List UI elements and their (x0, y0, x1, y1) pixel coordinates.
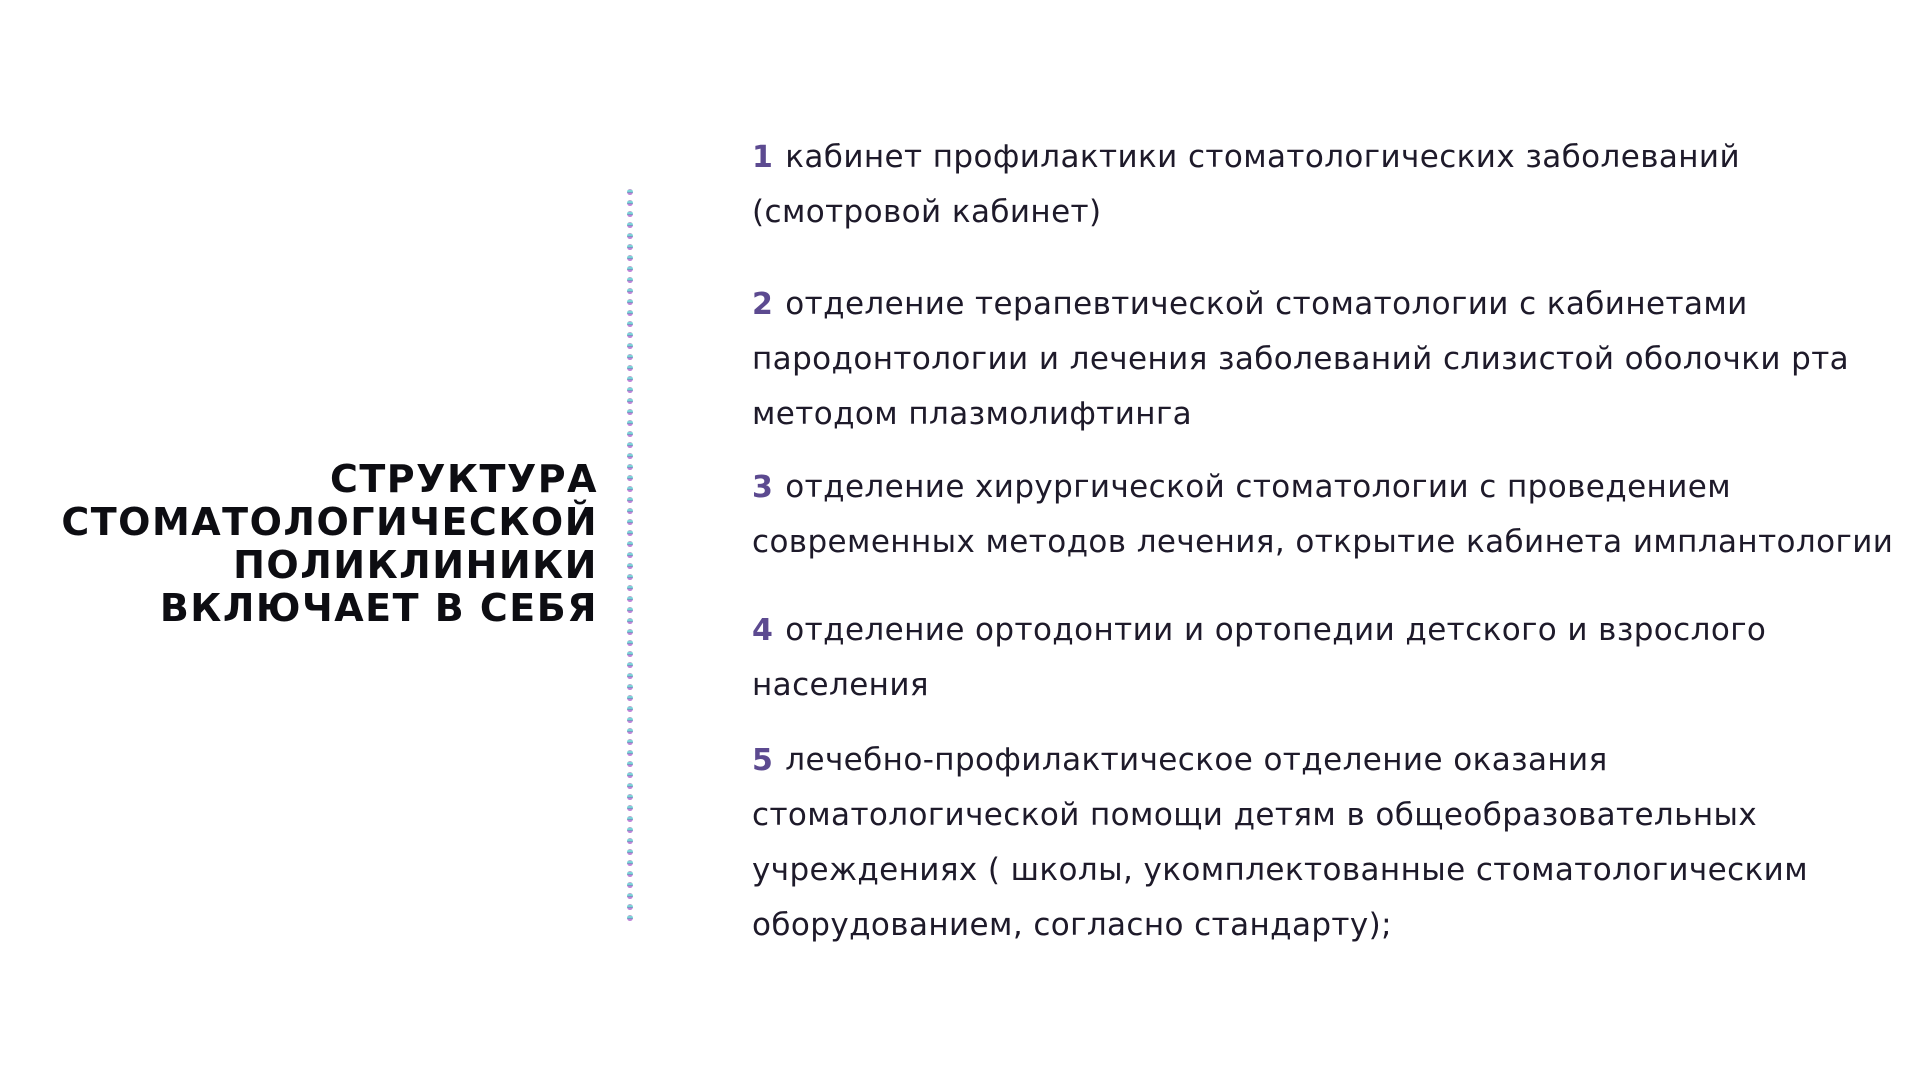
list-item-number: 5 (752, 743, 774, 778)
divider-dot (627, 871, 633, 877)
divider-dot (627, 442, 633, 448)
divider-dot (627, 662, 633, 668)
divider-dot (627, 915, 633, 921)
divider-dot (627, 750, 633, 756)
list-item-number: 4 (752, 613, 774, 648)
divider-dot (627, 255, 633, 261)
list-item-text: отделение хирургической стоматологии с проведением (785, 469, 1732, 505)
divider-dot (627, 222, 633, 228)
divider-dot (627, 739, 633, 745)
divider-dot (627, 200, 633, 206)
list-item-text: лечебно-профилактическое отделение оказания (785, 742, 1608, 778)
divider-dot (627, 387, 633, 393)
divider-dot (627, 343, 633, 349)
list-item-line (752, 130, 1882, 185)
divider-dot (627, 882, 633, 888)
divider-dot (627, 431, 633, 437)
divider-dot (627, 728, 633, 734)
divider-dot (627, 563, 633, 569)
divider-dot (627, 574, 633, 580)
divider-dot (627, 651, 633, 657)
divider-dot (627, 860, 633, 866)
list-item-text: стоматологической помощи детям в общеобразовательных (752, 797, 1758, 833)
divider-dot (627, 717, 633, 723)
page-title (38, 458, 598, 630)
divider-dot (627, 596, 633, 602)
list-item-line (752, 460, 1882, 515)
list-item (752, 733, 1882, 953)
list-item-text: кабинет профилактики стоматологических заболеваний (785, 139, 1741, 175)
divider-dot (627, 618, 633, 624)
list-item-text: (смотровой кабинет) (752, 194, 1102, 230)
divider-dot (627, 772, 633, 778)
divider-dot (627, 761, 633, 767)
divider-dot (627, 893, 633, 899)
title-line: ПОЛИКЛИНИКИ (233, 543, 598, 587)
divider-dot (627, 497, 633, 503)
divider-dot (627, 277, 633, 283)
divider-dot (627, 321, 633, 327)
divider-dot (627, 816, 633, 822)
divider-dot (627, 794, 633, 800)
list-item (752, 277, 1882, 442)
divider-dot (627, 838, 633, 844)
divider-dot (627, 695, 633, 701)
divider-dot (627, 486, 633, 492)
divider-dot (627, 310, 633, 316)
divider-dot (627, 332, 633, 338)
divider-dot (627, 904, 633, 910)
list-item-text: отделение ортодонтии и ортопедии детского и взрослого (785, 612, 1767, 648)
list-item-text: современных методов лечения, открытие кабинета имплантологии (752, 524, 1894, 560)
divider-dot (627, 530, 633, 536)
divider-dot (627, 189, 633, 195)
divider-dot (627, 552, 633, 558)
divider-dot (627, 706, 633, 712)
title-line: СТРУКТУРА (330, 457, 598, 501)
divider-dot (627, 475, 633, 481)
title-line: ВКЛЮЧАЕТ В СЕБЯ (159, 586, 598, 630)
divider-dot (627, 508, 633, 514)
divider-dot (627, 464, 633, 470)
divider-dot (627, 420, 633, 426)
title-line: СТОМАТОЛОГИЧЕСКОЙ (61, 500, 598, 544)
divider-dot (627, 783, 633, 789)
list-item-text: населения (752, 667, 929, 703)
divider-dot (627, 244, 633, 250)
divider-dot (627, 541, 633, 547)
list-item-text: отделение терапевтической стоматологии с кабинетами (785, 286, 1748, 322)
list-item-number: 1 (752, 140, 774, 175)
divider-dot (627, 398, 633, 404)
list-item-text: учреждениях ( школы, укомплектованные стоматологическим (752, 852, 1809, 888)
list-item-number: 2 (752, 287, 774, 322)
divider-dot (627, 849, 633, 855)
list-item-text: пародонтологии и лечения заболеваний слизистой оболочки рта (752, 341, 1850, 377)
list-item-line (752, 603, 1882, 658)
divider-dot (627, 805, 633, 811)
divider-dot (627, 211, 633, 217)
divider-dot (627, 365, 633, 371)
list-item-text: методом плазмолифтинга (752, 396, 1193, 432)
divider-dot (627, 640, 633, 646)
divider-dot (627, 684, 633, 690)
divider-dot (627, 299, 633, 305)
divider-dot (627, 288, 633, 294)
divider-dot (627, 233, 633, 239)
list-item (752, 603, 1882, 713)
divider-dot (627, 629, 633, 635)
list-item-line (752, 733, 1882, 788)
list-item (752, 460, 1894, 570)
divider-dot (627, 376, 633, 382)
divider-dot (627, 409, 633, 415)
divider-dot (627, 607, 633, 613)
list-item-number: 3 (752, 470, 774, 505)
dotted-divider (626, 188, 634, 928)
divider-dot (627, 453, 633, 459)
divider-dot (627, 266, 633, 272)
divider-dot (627, 827, 633, 833)
divider-dot (627, 519, 633, 525)
list-item-text: оборудованием, согласно стандарту); (752, 907, 1392, 943)
divider-dot (627, 585, 633, 591)
divider-dot (627, 354, 633, 360)
list-item (752, 130, 1882, 240)
divider-dot (627, 673, 633, 679)
list-item-line (752, 277, 1882, 332)
